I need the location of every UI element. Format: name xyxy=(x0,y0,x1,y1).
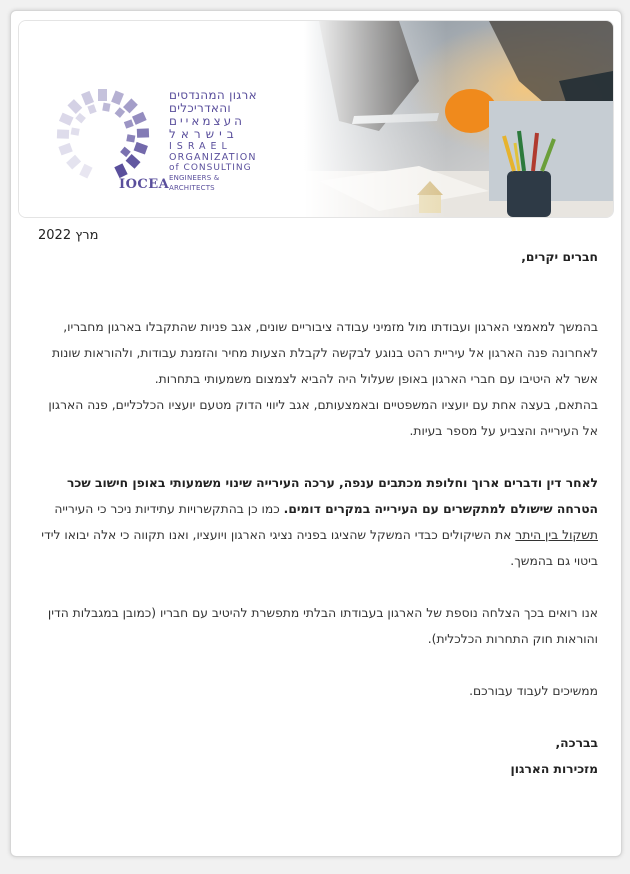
logo-english-1: ISRAEL xyxy=(169,141,232,152)
paragraph-3-bold: לאחר דין ודברים ארוך וחלופת מכתבים ענפה, ערכה העירייה שינוי משמעותי באופן חישוב שכר הטרחה שישולם למתקשרים עם העירייה במקרים דומים. xyxy=(67,476,598,516)
logo-hebrew-1: ארגון המהנדסים xyxy=(169,88,257,102)
paragraph-1: בהמשך למאמצי הארגון ועבודתו מול מזמיני עבודה ציבוריים שונים, אגב פניות שהתקבלו בארגון מחבריו, לאחרונה פנה הארגון אל עיריית רהט בנוגע לבקשה לקבלת הצעות מחיר והזמנת עבודות, ולהוראות שונות אשר לא היטיבו עם חברי הארגון באופן שעלול היה להביא לצמצום משמעותי בתחרות. xyxy=(51,320,598,386)
paragraph-5: ממשיכים לעבוד עבורכם. xyxy=(469,684,598,698)
paragraph-3 xyxy=(32,470,598,574)
logo-english-2: ORGANIZATION xyxy=(169,152,257,163)
signature: מזכירות הארגון xyxy=(510,762,598,776)
logo-english-3: of CONSULTING xyxy=(169,163,252,173)
header-banner xyxy=(18,20,614,218)
paragraph-3-mid: כמו כן בהתקשרויות עתידיות ניכר כי העירייה xyxy=(54,502,284,516)
greeting: חברים יקרים, xyxy=(521,250,598,264)
logo-english-4: ENGINEERS & ARCHITECTS xyxy=(169,174,220,192)
paragraph-3-end: את השיקולים כבדי המשקל שהציגו בפניה נציגי הארגון ויועציו, ואנו תקווה כי אלה יבואו לידי ביטוי גם בהמשך. xyxy=(41,528,598,568)
banner-photo xyxy=(19,21,613,217)
paragraph-4: אנו רואים בכך הצלחה נוספת של הארגון בעבודתו הבלתי מתפשרת להיטיב עם חבריו (כמובן במגבלות הדין והוראות חוק התחרות הכלכלית). xyxy=(47,606,598,646)
signoff: בברכה, xyxy=(555,736,598,750)
logo-hebrew-2: והאדריכלים xyxy=(169,101,231,115)
logo-hebrew-3: העצמאיים xyxy=(169,114,245,128)
logo-acronym: IOCEA xyxy=(119,177,170,192)
logo-text xyxy=(169,89,261,193)
paragraph-3-underline: תשקול בין היתר xyxy=(515,528,598,542)
letter-body xyxy=(32,244,598,782)
letter-date: מרץ 2022 xyxy=(38,228,99,243)
logo-hebrew-4: בישראל xyxy=(169,127,239,141)
paragraph-2: בהתאם, בעצה אחת עם יועציו המשפטיים ובאמצעותם, אגב ליווי הדוק מטעם יועציו הכלכליים, פנה הארגון אל העירייה והצביע על מספר בעיות. xyxy=(48,398,598,438)
